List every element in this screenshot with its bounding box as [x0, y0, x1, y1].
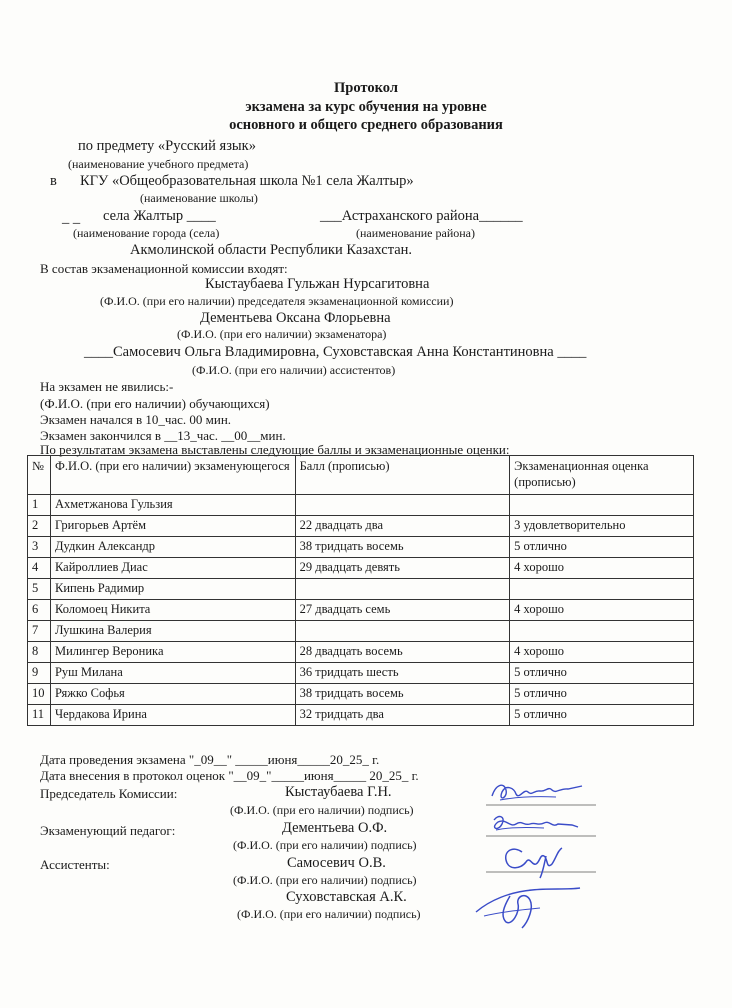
row-number: 3	[28, 537, 51, 558]
row-score	[295, 579, 510, 600]
school-line: КГУ «Общеобразовательная школа №1 села Жалтыр»	[80, 173, 414, 189]
row-score: 36 тридцать шесть	[295, 663, 510, 684]
document-title: Протокол	[334, 80, 398, 96]
commission-examiner-caption: (Ф.И.О. (при его наличии) экзаменатора)	[177, 327, 387, 341]
commission-intro: В состав экзаменационной комиссии входят:	[40, 261, 288, 276]
row-student-name: Кипень Радимир	[50, 579, 295, 600]
row-score: 27 двадцать семь	[295, 600, 510, 621]
header-number: №	[28, 456, 51, 495]
row-student-name: Чердакова Ирина	[50, 705, 295, 726]
row-number: 5	[28, 579, 51, 600]
chair-label: Председатель Комиссии:	[40, 786, 178, 801]
table-row	[28, 705, 694, 726]
assistant-2-signature	[470, 882, 590, 937]
commission-assistants-names: ____Самосевич Ольга Владимировна, Суховставская Анна Константиновна ____	[84, 344, 587, 360]
exam-date-line: Дата проведения экзамена "_09__" _____июня_____20_25_ г.	[40, 752, 380, 767]
row-student-name: Коломоец Никита	[50, 600, 295, 621]
header-grade: Экзаменационная оценка (прописью)	[510, 456, 694, 495]
table-row	[28, 516, 694, 537]
exam-start-line: Экзамен начался в 10_час. 00 мин.	[40, 412, 232, 427]
row-grade: 4 хорошо	[510, 642, 694, 663]
row-student-name: Лушкина Валерия	[50, 621, 295, 642]
table-row	[28, 621, 694, 642]
row-score: 28 двадцать восемь	[295, 642, 510, 663]
assistant-1-signature-caption: (Ф.И.О. (при его наличии) подпись)	[233, 873, 417, 887]
row-grade: 5 отлично	[510, 705, 694, 726]
row-score	[295, 621, 510, 642]
table-row	[28, 495, 694, 516]
table-row	[28, 684, 694, 705]
district-line: ___Астраханского района______	[320, 208, 523, 224]
district-caption: (наименование района)	[356, 226, 476, 240]
row-score: 32 тридцать два	[295, 705, 510, 726]
assistants-label: Ассистенты:	[40, 857, 110, 872]
row-number: 1	[28, 495, 51, 516]
chair-short-name: Кыстаубаева Г.Н.	[285, 784, 392, 800]
row-number: 11	[28, 705, 51, 726]
row-number: 6	[28, 600, 51, 621]
row-number: 7	[28, 621, 51, 642]
row-grade	[510, 579, 694, 600]
subject-caption: (наименование учебного предмета)	[68, 157, 249, 171]
city-caption: (наименование города (села)	[73, 226, 220, 240]
subject-line: по предмету «Русский язык»	[78, 138, 256, 154]
table-row	[28, 600, 694, 621]
row-score: 29 двадцать девять	[295, 558, 510, 579]
exam-end-line: Экзамен закончился в __13_час. __00__мин.	[40, 428, 286, 443]
document-subtitle-line-1: экзамена за курс обучения на уровне	[245, 99, 487, 115]
school-caption: (наименование школы)	[140, 191, 258, 205]
commission-examiner-name: Дементьева Оксана Флорьевна	[200, 310, 391, 326]
table-row	[28, 537, 694, 558]
row-grade: 5 отлично	[510, 537, 694, 558]
row-grade: 3 удовлетворительно	[510, 516, 694, 537]
absent-caption: (Ф.И.О. (при его наличии) обучающихся)	[40, 396, 270, 411]
row-grade	[510, 495, 694, 516]
commission-chair-name: Кыстаубаева Гульжан Нурсагитовна	[205, 276, 430, 292]
row-number: 10	[28, 684, 51, 705]
teacher-label: Экзаменующий педагог:	[40, 823, 176, 838]
assistant-2-signature-caption: (Ф.И.О. (при его наличии) подпись)	[237, 907, 421, 921]
row-number: 9	[28, 663, 51, 684]
school-prefix: в	[50, 173, 57, 189]
entry-date-line: Дата внесения в протокол оценок "__09_"_____июня_____ 20_25_ г.	[40, 768, 419, 783]
header-name: Ф.И.О. (при его наличии) экзаменующегося	[50, 456, 295, 495]
row-score: 38 тридцать восемь	[295, 684, 510, 705]
commission-assistants-caption: (Ф.И.О. (при его наличии) ассистентов)	[192, 363, 396, 377]
row-grade	[510, 621, 694, 642]
row-student-name: Дудкин Александр	[50, 537, 295, 558]
chair-signature-caption: (Ф.И.О. (при его наличии) подпись)	[230, 803, 414, 817]
table-row	[28, 579, 694, 600]
assistant-2-short-name: Суховставская А.К.	[286, 889, 407, 905]
row-grade: 4 хорошо	[510, 600, 694, 621]
assistant-1-signature	[486, 840, 596, 885]
absent-line: На экзамен не явились:-	[40, 379, 174, 394]
table-row	[28, 642, 694, 663]
row-student-name: Ахметжанова Гульзия	[50, 495, 295, 516]
table-row	[28, 558, 694, 579]
row-student-name: Руш Милана	[50, 663, 295, 684]
row-number: 2	[28, 516, 51, 537]
results-intro: По результатам экзамена выставлены следующие баллы и экзаменационные оценки:	[40, 442, 510, 457]
document-subtitle-line-2: основного и общего среднего образования	[229, 117, 503, 133]
header-score: Балл (прописью)	[295, 456, 510, 495]
row-student-name: Ряжко Софья	[50, 684, 295, 705]
row-student-name: Милингер Вероника	[50, 642, 295, 663]
row-score	[295, 495, 510, 516]
city-lead: _ _	[62, 210, 81, 226]
teacher-signature-caption: (Ф.И.О. (при его наличии) подпись)	[233, 838, 417, 852]
commission-chair-caption: (Ф.И.О. (при его наличии) председателя экзаменационной комиссии)	[100, 294, 454, 308]
results-table	[27, 455, 694, 726]
row-number: 8	[28, 642, 51, 663]
row-grade: 5 отлично	[510, 684, 694, 705]
table-header-row	[28, 456, 694, 495]
row-student-name: Кайроллиев Диас	[50, 558, 295, 579]
table-row	[28, 663, 694, 684]
row-number: 4	[28, 558, 51, 579]
row-grade: 5 отлично	[510, 663, 694, 684]
row-grade: 4 хорошо	[510, 558, 694, 579]
row-student-name: Григорьев Артём	[50, 516, 295, 537]
city-line: села Жалтыр ____	[103, 208, 216, 224]
assistant-1-short-name: Самосевич О.В.	[287, 855, 386, 871]
region-line: Акмолинской области Республики Казахстан.	[130, 242, 413, 258]
teacher-short-name: Дементьева О.Ф.	[282, 820, 388, 836]
row-score: 38 тридцать восемь	[295, 537, 510, 558]
row-score: 22 двадцать два	[295, 516, 510, 537]
